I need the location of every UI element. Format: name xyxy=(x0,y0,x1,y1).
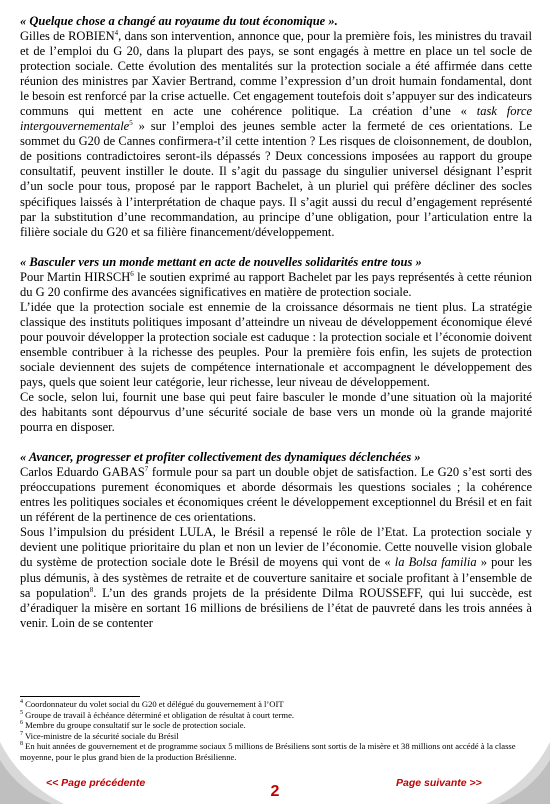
text-run: Gilles de ROBIEN xyxy=(20,29,115,43)
section-spacer xyxy=(20,435,532,450)
section-spacer xyxy=(20,240,532,255)
text-run: » sur l’emploi des jeunes semble acter la fermeté de ces orientations. Le sommet du G20 de Cannes confirmera-t’il cette intention ? Les risques de cloisonnement, de doublon, de positions contradictoires seront-ils dépassés ? Deux concessions imposées au rapport du groupe consultatif, peuvent instiller le doute. Il s’agit du passage du singulier universel désignant l’esprit d’un socle pour tous, proposé par le rapport Bachelet, à un pluriel qui préfère décliner des socles spécifiques laissés à l’interprétation de chaque pays. Il s’agit aussi du recul d’engagement représenté par la substitution d’une recommandation, au principe d’une obligation, pour l’articulation entre la filière sociale du G20 et sa filière financement/développement. xyxy=(20,119,532,239)
previous-page-link[interactable]: << Page précédente xyxy=(46,777,146,789)
article-body xyxy=(20,14,532,631)
footnote-divider xyxy=(20,696,140,697)
footnote xyxy=(20,731,532,742)
paragraph xyxy=(20,390,532,435)
text-run: Pour Martin HIRSCH xyxy=(20,269,131,284)
paragraph xyxy=(20,29,532,240)
footnote-text: Groupe de travail à échéance déterminé et obligation de résultat à court terme. xyxy=(23,709,295,720)
text-run: formule pour sa part un double objet de satisfaction. Le G20 s’est sorti des préoccupations purement économiques et aborde désormais les questions sociales ; la cohérence entres les politiques sociales et économiques créent le développement exceptionnel du Brésil et en fait un référent de la pertinence de ces orientations. xyxy=(20,465,533,525)
text-run: Carlos Eduardo GABAS xyxy=(20,465,145,480)
footnote-ref: 6 xyxy=(130,269,134,278)
page-number: 2 xyxy=(270,783,280,800)
next-page-link[interactable]: Page suivante >> xyxy=(396,777,482,789)
footnote-ref: 5 xyxy=(129,119,133,128)
footnote-number: 8 xyxy=(20,741,23,748)
footnote-number: 4 xyxy=(20,699,23,706)
footnote xyxy=(20,720,532,731)
text-run: le soutien exprimé au rapport Bachelet par les pays représentés à cette réunion du G 20 confirme des avancées significatives en matière de protection sociale. xyxy=(20,269,532,299)
footnote-text: Membre du groupe consultatif sur le socle de protection sociale. xyxy=(23,720,246,731)
italic-text: la Bolsa familia xyxy=(394,555,477,570)
footnote-text: En huit années de gouvernement et de programme sociaux 5 millions de Brésiliens sont sortis de la misère et 38 millions ont accédé à la classe moyenne, pour le plus grand bien de la production Brésilienne. xyxy=(20,741,516,762)
text-run: , dans son intervention, annonce que, pour la première fois, les ministres du travail et de l’emploi du G 20, dans la plupart des pays, se sont engagés à mettre en place un tel socle de protection sociale. Cette évolution des mentalités sur la protection sociale a été affirmée dans cette réunion des ministres par Xavier Bertrand, comme l’expression d’un droit humain fondamental, dont le besoin est renforcé par la crise actuelle. Cet engagement toutefois doit s’appuyer sur des indicateurs communs qui mettent en acte une cohérence politique. La création d’une « xyxy=(20,29,532,119)
footnote-ref: 7 xyxy=(144,465,149,474)
footnote-ref: 4 xyxy=(114,28,119,37)
text-run: Sous l’impulsion du président LULA, le Brésil a repensé le rôle de l’Etat. La protection sociale y devient une politique prioritaire du plan et non un levier de l’économie. Cette nouvelle vision globale du système de protection sociale dote le Brésil de moyens qui vont de « xyxy=(20,525,532,570)
paragraph xyxy=(20,270,532,300)
paragraph xyxy=(20,465,532,525)
footnote xyxy=(20,699,532,710)
footnote-text: Vice-ministre de la sécurité sociale du Brésil xyxy=(23,730,179,741)
footnote-number: 5 xyxy=(20,709,23,716)
footnote-number: 7 xyxy=(20,730,23,737)
section-title: « Basculer vers un monde mettant en acte de nouvelles solidarités entre tous » xyxy=(20,254,422,269)
paragraph xyxy=(20,300,532,390)
footnote-text: Coordonnateur du volet social du G20 et délégué du gouvernement à l’OIT xyxy=(23,699,284,709)
text-run: . L’un des grands projets de la présidente Dilma ROUSSEFF, qui lui succède, est d’éradiquer la misère en sortant 16 millions de brésiliens de l’état de pauvreté dans les trois années à venir. Loin de se contenter xyxy=(20,585,532,630)
footnote xyxy=(20,741,532,762)
paragraph xyxy=(20,525,532,630)
section-title: « Quelque chose a changé au royaume du tout économique ». xyxy=(20,14,338,28)
footnotes xyxy=(20,699,532,763)
text-run: » pour les plus démunis, à des systèmes de retraite et de couverture sanitaire et sociale profitant à l’ensemble de sa population xyxy=(20,555,532,600)
section-title: « Avancer, progresser et profiter collectivement des dynamiques déclenchées » xyxy=(20,450,421,465)
italic-text: task force intergouvernementale xyxy=(20,104,533,134)
footnote-number: 6 xyxy=(20,720,23,727)
text-run: L’idée que la protection sociale est ennemie de la croissance désormais ne tient plus. La stratégie classique des instituts politiques imposant d’atteindre un niveau de développement économique élevé pour pouvoir développer la protection sociale est caduque : la protection sociale et l’économie doivent ensemble contribuer à la richesse des peuples. Pour la première fois enfin, les sujets de protection sociale deviennent des sujets de compétence internationale et accompagnent le développement des pays, quels que soient leur catégorie, leur richesse, leur niveau de développement. xyxy=(20,299,532,389)
footnote xyxy=(20,710,532,721)
text-run: Ce socle, selon lui, fournit une base qui peut faire basculer le monde d’une situation où la majorité des habitants sont dépourvus d’une sécurité sociale de base vers un monde où la grande majorité pourra en disposer. xyxy=(20,390,532,435)
footnote-ref: 8 xyxy=(89,585,94,594)
